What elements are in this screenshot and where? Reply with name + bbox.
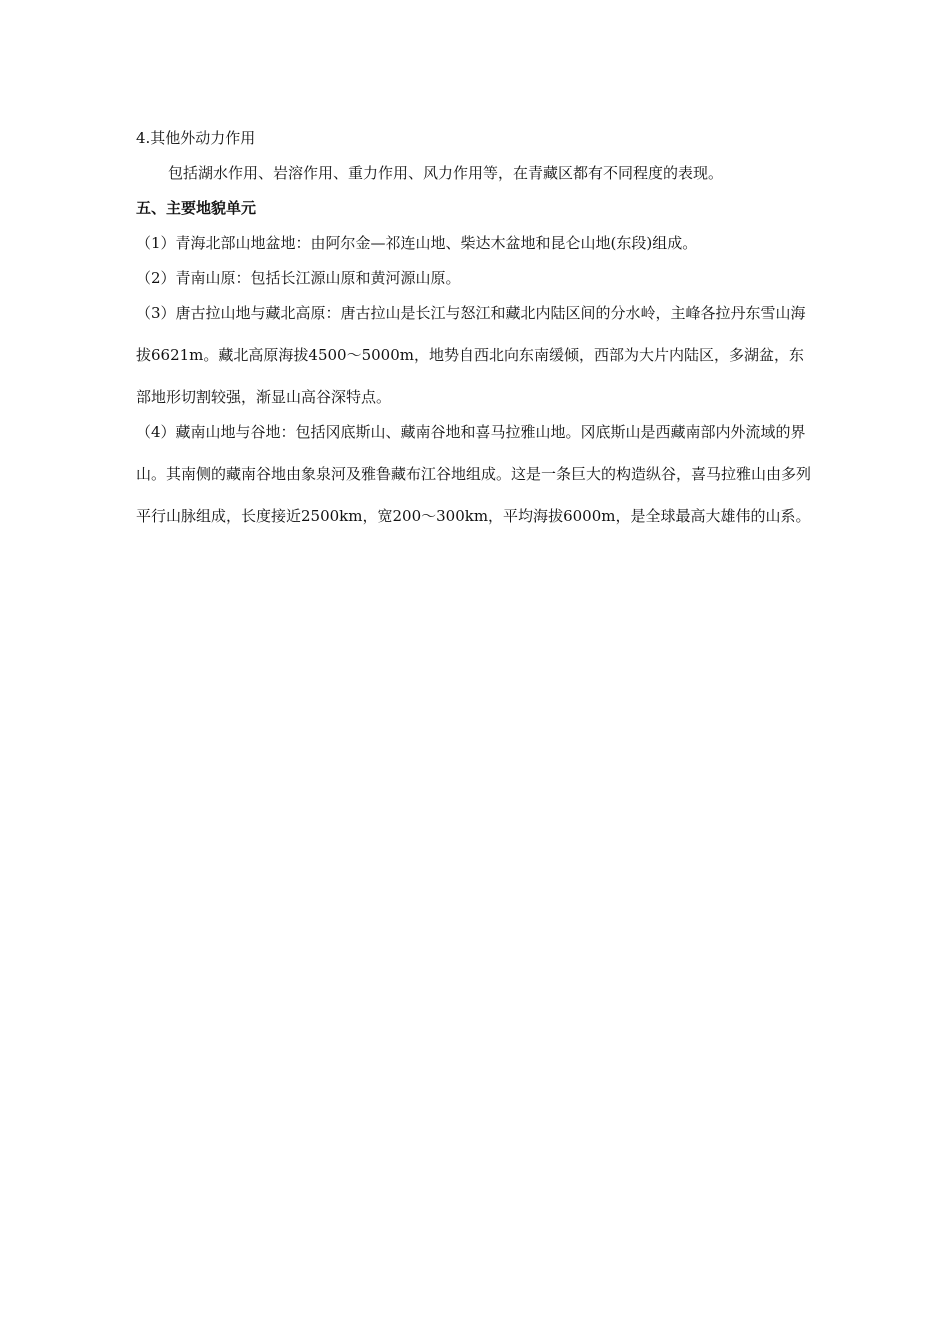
paragraph-other-external-forces: 包括湖水作用、岩溶作用、重力作用、风力作用等，在青藏区都有不同程度的表现。: [168, 164, 724, 182]
list-item-qinghai-north: （1）青海北部山地盆地：由阿尔金—祁连山地、柴达木盆地和昆仑山地(东段)组成。: [136, 234, 698, 252]
document-body: [136, 124, 816, 537]
list-item-tanggula-zangbei: （3）唐古拉山地与藏北高原：唐古拉山是长江与怒江和藏北内陆区间的分水岭，主峰各拉丹东雪山海拔6621m。藏北高原海拔4500～5000m，地势自西北向东南缓倾，西部为大片内陆区，多湖盆，东部地形切割较强，渐显山高谷深特点。: [136, 304, 806, 406]
section-heading-landform-units: 五、主要地貌单元: [136, 199, 257, 217]
list-item-zangnan-mountains: （4）藏南山地与谷地：包括冈底斯山、藏南谷地和喜马拉雅山地。冈底斯山是西藏南部内外流域的界山。其南侧的藏南谷地由象泉河及雅鲁藏布江谷地组成。这是一条巨大的构造纵谷，喜马拉雅山由多列平行山脉组成，长度接近2500km，宽200～300km，平均海拔6000m，是全球最高大雄伟的山系。: [136, 423, 812, 525]
subheading-other-external-forces: 4.其他外动力作用: [136, 129, 256, 147]
list-item-qingnan-plateau: （2）青南山原：包括长江源山原和黄河源山原。: [136, 269, 461, 287]
